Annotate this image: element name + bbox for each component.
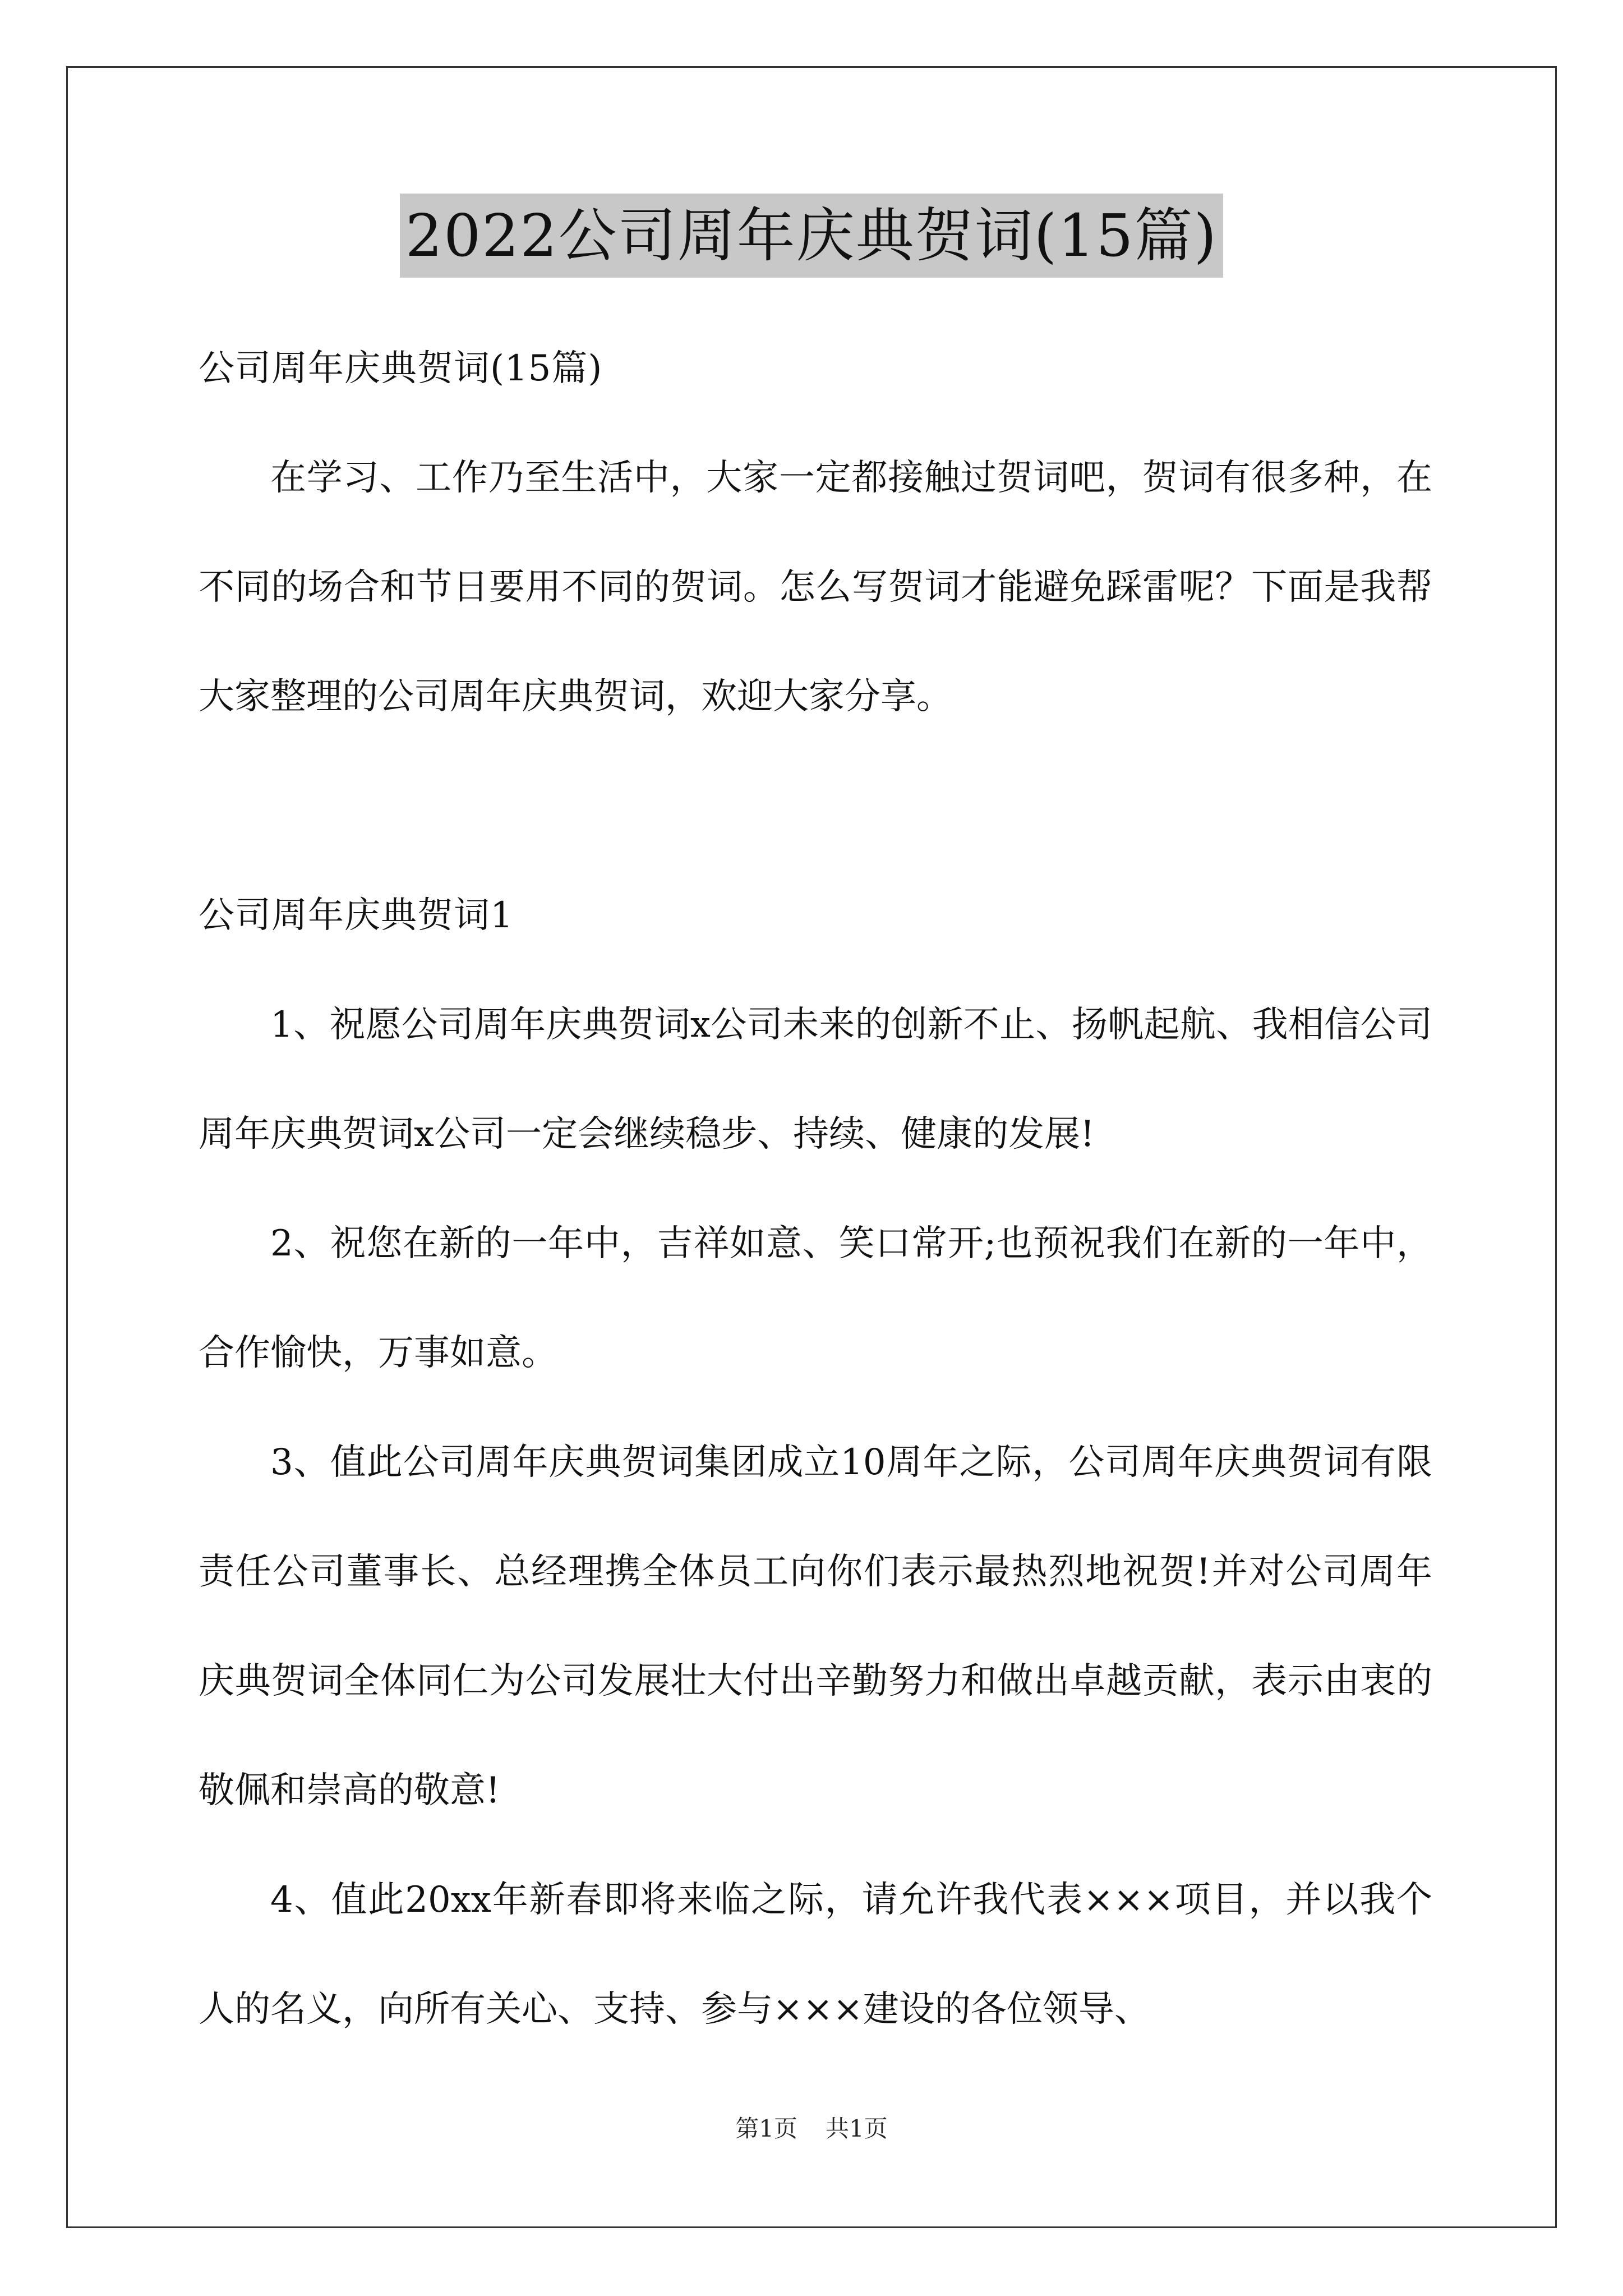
list-item: 2、祝您在新的一年中，吉祥如意、笑口常开;也预祝我们在新的一年中，合作愉快，万事如意。: [199, 1223, 1432, 1374]
page-footer: [0, 2112, 1623, 2146]
list-item: 1、祝愿公司周年庆典贺词x公司未来的创新不止、扬帆起航、我相信公司周年庆典贺词x公司一定会继续稳步、持续、健康的发展!: [199, 1004, 1432, 1155]
document-subtitle: 公司周年庆典贺词(15篇): [199, 348, 603, 389]
page-total: 共1页: [826, 2115, 888, 2142]
intro-paragraph: 在学习、工作乃至生活中，大家一定都接触过贺词吧，贺词有很多种，在不同的场合和节日要用不同的贺词。怎么写贺词才能避免踩雷呢？下面是我帮大家整理的公司周年庆典贺词，欢迎大家分享。: [199, 457, 1432, 717]
title-container: [0, 194, 1623, 278]
page-number: 第1页: [735, 2115, 797, 2142]
document-body: [199, 314, 1432, 2064]
section-heading: 公司周年庆典贺词1: [199, 895, 514, 936]
section-spacer: [199, 752, 1432, 861]
list-item: 3、值此公司周年庆典贺词集团成立10周年之际，公司周年庆典贺词有限责任公司董事长、总经理携全体员工向你们表示最热烈地祝贺!并对公司周年庆典贺词全体同仁为公司发展壮大付出辛勤努力和做出卓越贡献，表示由衷的敬佩和崇高的敬意!: [199, 1442, 1432, 1811]
list-item: 4、值此20xx年新春即将来临之际，请允许我代表×××项目，并以我个人的名义，向所有关心、支持、参与×××建设的各位领导、: [199, 1879, 1432, 2030]
document-title: 2022公司周年庆典贺词(15篇): [400, 194, 1223, 278]
